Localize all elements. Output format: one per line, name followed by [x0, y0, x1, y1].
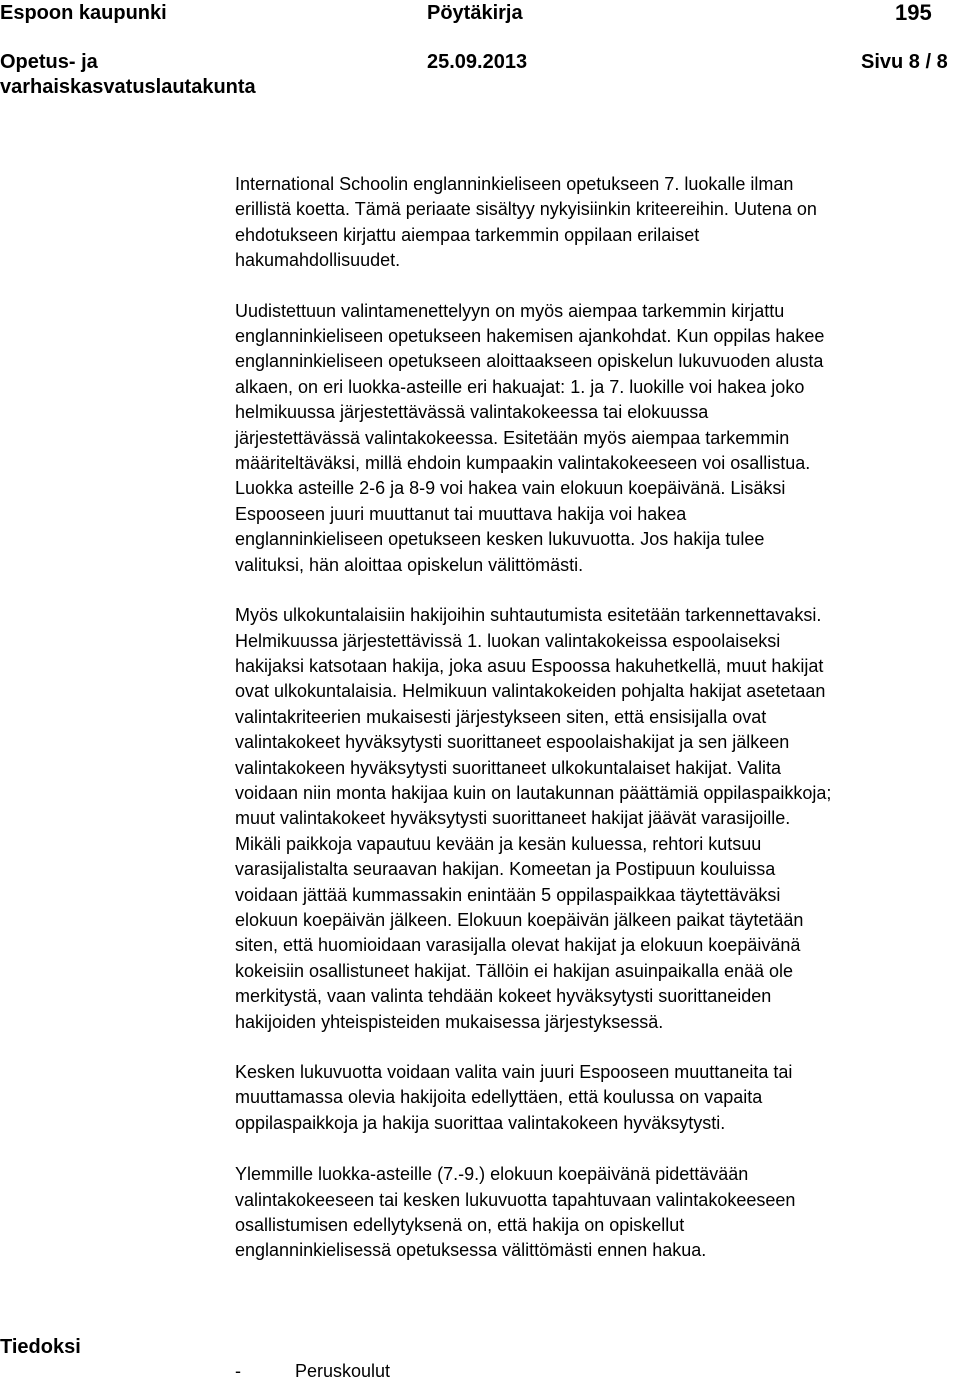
text-line: englanninkielisessä opetuksessa välittömästi ennen hakua.: [235, 1240, 707, 1261]
text-line: englanninkieliseen opetukseen aloittaakseen opiskelun lukuvuoden alusta: [235, 351, 824, 372]
text-line: Uudistettuun valintamenettelyyn on myös aiempaa tarkemmin kirjattu: [235, 300, 785, 321]
text-line: Mikäli paikkoja vapautuu kevään ja kesän kuluessa, rehtori kutsuu: [235, 833, 762, 854]
text-line: valituksi, hän aloittaa opiskelun välittömästi.: [235, 554, 584, 575]
text-line: valintakokeet hyväksytysti suorittaneet espoolaishakijat ja sen jälkeen: [235, 732, 790, 753]
paragraph-mid-year-admission: [235, 1060, 959, 1136]
section-number: 195: [895, 0, 932, 25]
text-line: Espooseen juuri muuttanut tai muuttava hakija voi hakea: [235, 503, 687, 524]
text-line: Kesken lukuvuotta voidaan valita vain juuri Espooseen muuttaneita tai: [235, 1062, 793, 1082]
text-line: englanninkieliseen opetukseen kesken lukuvuotta. Jos hakija tulee: [235, 529, 765, 550]
text-line: ehdotukseen kirjattu aiempaa tarkemmin oppilaan erilaiset: [235, 224, 700, 245]
committee-name-line1: Opetus- ja: [0, 51, 98, 73]
text-line: varasijalistalta seuraavan hakijan. Komeetan ja Postipuun kouluissa: [235, 859, 776, 880]
document-type: Pöytäkirja: [427, 2, 523, 24]
text-line: määriteltäväksi, millä ehdoin kumpaakin valintakokeeseen voi osallistua.: [235, 453, 811, 474]
organization-name: Espoon kaupunki: [0, 2, 167, 24]
text-line: helmikuussa järjestettävässä valintakokeessa tai elokuussa: [235, 402, 709, 423]
paragraph-international-school: [235, 172, 959, 274]
minutes-body: [235, 172, 959, 1264]
text-line: valintakriteerien mukaisesti järjestykseen siten, että ensisijalla ovat: [235, 706, 767, 727]
text-line: siten, että huomioidaan varasijalla olevat hakijat ja elokuun koepäivänä: [235, 935, 801, 956]
page-number: Sivu 8 / 8: [861, 51, 948, 73]
text-line: alkaen, on eri luokka-asteille eri hakuajat: 1. ja 7. luokille voi hakea joko: [235, 376, 805, 397]
paragraph-non-resident-applicants: [235, 603, 959, 1035]
text-line: hakumahdollisuudet.: [235, 250, 401, 271]
distribution-recipient: Peruskoulut: [295, 1361, 391, 1381]
text-line: merkitystä, vaan valinta tehdään kokeet hyväksytysti suorittaneiden: [235, 986, 772, 1007]
text-line: Helmikuussa järjestettävissä 1. luokan valintakokeissa espoolaiseksi: [235, 630, 781, 651]
text-line: elokuun koepäivän jälkeen. Elokuun koepäivän jälkeen paikat täytetään: [235, 909, 804, 930]
text-line: hakijoiden yhteispisteiden mukaisessa järjestyksessä.: [235, 1011, 664, 1032]
text-line: muut valintakokeet hyväksytysti suorittaneet hakijat jäävät varasijoille.: [235, 808, 791, 829]
meeting-date: 25.09.2013: [427, 51, 528, 73]
text-line: hakijaksi katsotaan hakija, joka asuu Espoossa hakuhetkellä, muut hakijat: [235, 655, 824, 676]
distribution-heading: Tiedoksi: [0, 1336, 81, 1358]
distribution-list-item: [235, 1360, 390, 1382]
list-dash: -: [235, 1361, 241, 1381]
text-line: muuttamassa olevia hakijoita edellyttäen, että koulussa on vapaita: [235, 1087, 763, 1108]
text-line: valintakokeen hyväksytysti suorittaneet ulkokuntalaiset hakijat. Valita: [235, 757, 781, 778]
text-line: valintakokeeseen tai kesken lukuvuotta tapahtuvaan valintakokeeseen: [235, 1189, 796, 1210]
text-line: International Schoolin englanninkieliseen opetukseen 7. luokalle ilman: [235, 174, 794, 194]
text-line: englanninkieliseen opetukseen hakemisen ajankohdat. Kun oppilas hakee: [235, 326, 825, 347]
committee-name-line2: varhaiskasvatuslautakunta: [0, 76, 256, 98]
paragraph-upper-grades: [235, 1162, 959, 1264]
text-line: erillistä koetta. Tämä periaate sisältyy nykyisiinkin kriteereihin. Uutena on: [235, 199, 817, 220]
text-line: Luokka asteille 2-6 ja 8-9 voi hakea vain elokuun koepäivänä. Lisäksi: [235, 478, 786, 499]
text-line: kokeisiin osallistuneet hakijat. Tällöin ei hakijan asuinpaikalla enää ole: [235, 960, 794, 981]
text-line: Myös ulkokuntalaisiin hakijoihin suhtautumista esitetään tarkennettavaksi.: [235, 605, 822, 626]
paragraph-application-periods: [235, 299, 959, 578]
text-line: järjestettävässä valintakokeessa. Esitetään myös aiempaa tarkemmin: [235, 427, 790, 448]
text-line: ovat ulkokuntalaisia. Helmikuun valintakokeiden pohjalta hakijat asetetaan: [235, 681, 826, 702]
text-line: Ylemmille luokka-asteille (7.-9.) elokuun koepäivänä pidettävään: [235, 1164, 749, 1185]
text-line: oppilaspaikkoja ja hakija suorittaa valintakokeen hyväksytysti.: [235, 1112, 726, 1133]
text-line: voidaan niin monta hakijaa kuin on lautakunnan päättämiä oppilaspaikkoja;: [235, 782, 832, 803]
text-line: voidaan jättää kummassakin enintään 5 oppilaspaikkaa täytettäväksi: [235, 884, 781, 905]
text-line: osallistumisen edellytyksenä on, että hakija on opiskellut: [235, 1215, 685, 1236]
